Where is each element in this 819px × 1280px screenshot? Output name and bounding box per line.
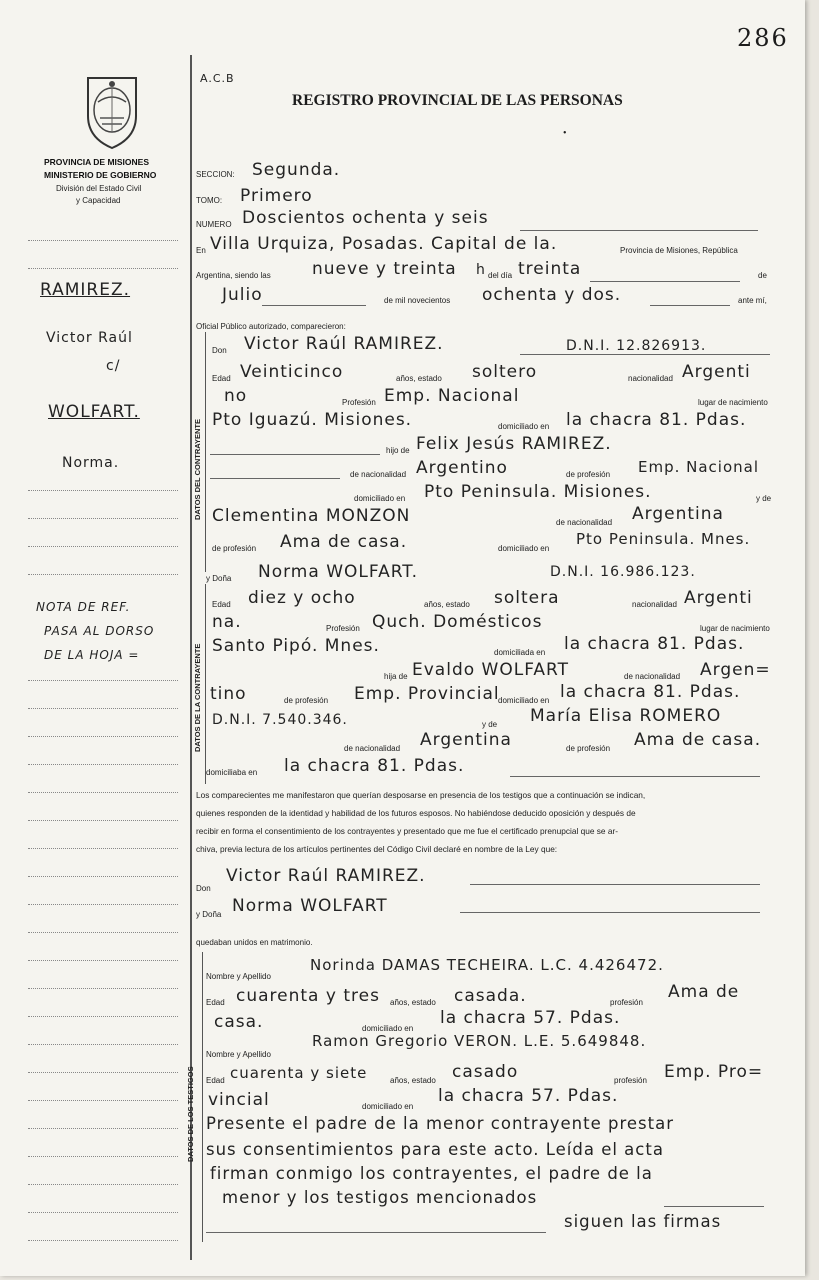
- label-mil-novecientos: de mil novecientos: [384, 296, 451, 305]
- t1-edad: cuarenta y tres: [236, 986, 380, 1006]
- c2-prof: Quch. Domésticos: [372, 612, 543, 632]
- c2-estado: soltera: [494, 588, 560, 608]
- label-datos-testigos: DATOS DE LOS TESTIGOS: [186, 1066, 195, 1162]
- t1-dom: la chacra 57. Pdas.: [440, 1008, 621, 1028]
- margin-note-3: DE LA HOJA =: [44, 648, 140, 662]
- label-en: En: [196, 246, 206, 255]
- label-provincia: Provincia de Misiones, República: [620, 246, 738, 255]
- c2-nac: Argenti: [684, 588, 753, 608]
- label-de-nacionalidad-4: de nacionalidad: [344, 744, 401, 753]
- c1-padre-prof: Emp. Nacional: [638, 458, 760, 476]
- c1-lugar: Pto Iguazú. Misiones.: [212, 410, 413, 430]
- label-domiciliado-en-4: domiciliado en: [498, 696, 550, 705]
- label-y-dona-2: y Doña: [196, 910, 222, 919]
- t2-edad: cuarenta y siete: [230, 1064, 368, 1082]
- label-profesion-4: profesión: [614, 1076, 647, 1085]
- label-datos-contrayente-2: DATOS DE LA CONTRAYENTE: [193, 643, 202, 752]
- label-edad-3: Edad: [206, 998, 225, 1007]
- c1-dni: D.N.I. 12.826913.: [566, 338, 707, 354]
- observation-line-5: siguen las firmas: [564, 1212, 722, 1231]
- label-edad: Edad: [212, 374, 231, 383]
- t2-nombre: Ramon Gregorio VERON. L.E. 5.649848.: [312, 1032, 647, 1050]
- c1-madre: Clementina MONZON: [212, 506, 411, 526]
- label-profesion-2: Profesión: [326, 624, 360, 633]
- value-dia: treinta: [518, 259, 582, 279]
- c2-madre-dom: la chacra 81. Pdas.: [284, 756, 465, 776]
- c2-madre: María Elisa ROMERO: [530, 706, 722, 726]
- paragraph-line-4: chiva, previa lectura de los artículos pertinentes del Código Civil declaré en nombre de la Ley que:: [196, 844, 558, 854]
- t2-estado: casado: [452, 1062, 519, 1082]
- contrayente-box-rule: [205, 332, 206, 572]
- c1-padre-nac: Argentino: [416, 458, 508, 478]
- margin-surname-1: RAMIREZ.: [40, 280, 131, 300]
- label-anos-estado-3: años, estado: [390, 998, 436, 1007]
- label-quedaban: quedaban unidos en matrimonio.: [196, 938, 313, 947]
- label-anos-estado: años, estado: [396, 374, 442, 383]
- header-ministry: MINISTERIO DE GOBIERNO: [44, 170, 157, 180]
- label-domiciliado-en-5: domiciliado en: [362, 1024, 414, 1033]
- margin-name-1: Victor Raúl: [46, 330, 133, 346]
- c2-padre-prof: Emp. Provincial: [354, 684, 500, 704]
- c1-nac-2: no: [224, 386, 248, 406]
- t1-prof: Ama de: [668, 982, 740, 1002]
- c2-padre-nac: Argen=: [700, 660, 771, 680]
- contrayente2-box-rule: [205, 584, 206, 784]
- label-anos-estado-4: años, estado: [390, 1076, 436, 1085]
- label-del-dia: del día: [488, 271, 513, 280]
- label-de-profesion-4: de profesión: [566, 744, 611, 753]
- paragraph-line-2: quienes responden de la identidad y habilidad de los futuros esposos. No habiéndose deducido oposición y después de: [196, 808, 636, 818]
- label-profesion: Profesión: [342, 398, 376, 407]
- header-capacity: y Capacidad: [76, 196, 121, 205]
- margin-surname-2: WOLFART.: [48, 402, 140, 422]
- label-anos-estado-2: años, estado: [424, 600, 470, 609]
- value-numero: Doscientos ochenta y seis: [242, 208, 489, 228]
- label-nombre-apellido-2: Nombre y Apellido: [206, 1050, 271, 1059]
- t1-nombre: Norinda DAMAS TECHEIRA. L.C. 4.426472.: [310, 956, 664, 974]
- corner-note: A.C.B: [200, 72, 235, 85]
- margin-note-1: NOTA DE REF.: [36, 600, 131, 614]
- label-nacionalidad-2: nacionalidad: [632, 600, 677, 609]
- label-oficial: Oficial Público autorizado, comparecieron:: [196, 322, 346, 331]
- observation-line-3: firman conmigo los contrayentes, el padre de la: [210, 1164, 653, 1183]
- label-domiciliada-en: domiciliada en: [494, 648, 546, 657]
- label-domiciliado-en: domiciliado en: [498, 422, 550, 431]
- c2-nombre: Norma WOLFART.: [258, 562, 419, 582]
- label-hija-de: hija de: [384, 672, 408, 681]
- c2-padre-dom: la chacra 81. Pdas.: [560, 682, 741, 702]
- margin-conjunction: c/: [106, 358, 121, 374]
- value-anio: ochenta y dos.: [482, 285, 622, 305]
- label-datos-contrayente: DATOS DEL CONTRAYENTE: [193, 419, 202, 520]
- label-de-profesion-3: de profesión: [284, 696, 329, 705]
- c2-padre-nac-2: tino: [210, 684, 247, 704]
- label-hijo-de: hijo de: [386, 446, 410, 455]
- c1-padre-dom: Pto Peninsula. Misiones.: [424, 482, 652, 502]
- c2-dni: D.N.I. 16.986.123.: [550, 564, 696, 580]
- testigos-box-rule: [202, 952, 203, 1242]
- c2-domic: la chacra 81. Pdas.: [564, 634, 745, 654]
- value-lugar: Villa Urquiza, Posadas. Capital de la.: [210, 234, 558, 254]
- label-de-nacionalidad: de nacionalidad: [350, 470, 407, 479]
- label-lugar-nacimiento-2: lugar de nacimiento: [700, 624, 770, 633]
- c2-edad: diez y ocho: [248, 588, 356, 608]
- value-tomo: Primero: [240, 186, 313, 206]
- c1-padre: Felix Jesús RAMIREZ.: [416, 434, 612, 454]
- observation-line-2: sus consentimientos para este acto. Leída el acta: [206, 1140, 664, 1159]
- document-title: REGISTRO PROVINCIAL DE LAS PERSONAS: [292, 92, 623, 109]
- ink-mark: •: [563, 128, 567, 139]
- label-don: Don: [212, 346, 227, 355]
- label-argentina: Argentina, siendo las: [196, 271, 271, 280]
- paragraph-line-1: Los comparecientes me manifestaron que querían desposarse en presencia de los testigos que a continuación se indican,: [196, 790, 646, 800]
- page-number: 286: [737, 24, 789, 52]
- value-hora: nueve y treinta: [312, 259, 457, 279]
- label-edad-2: Edad: [212, 600, 231, 609]
- margin-name-2: Norma.: [62, 455, 120, 471]
- label-lugar-nacimiento: lugar de nacimiento: [698, 398, 768, 407]
- label-domiciliaba-en: domiciliaba en: [206, 768, 258, 777]
- c1-madre-dom: Pto Peninsula. Mnes.: [576, 530, 751, 548]
- label-y-de: y de: [756, 494, 772, 503]
- label-edad-4: Edad: [206, 1076, 225, 1085]
- c1-nac: Argenti: [682, 362, 751, 382]
- label-profesion-3: profesión: [610, 998, 643, 1007]
- observation-line-1: Presente el padre de la menor contrayente prestar: [206, 1114, 675, 1133]
- c1-madre-prof: Ama de casa.: [280, 532, 408, 552]
- c1-nombre: Victor Raúl RAMIREZ.: [244, 334, 444, 354]
- union-dona: Norma WOLFART: [232, 896, 388, 916]
- c2-madre-prof: Ama de casa.: [634, 730, 762, 750]
- c2-nac-2: na.: [212, 612, 242, 632]
- union-don: Victor Raúl RAMIREZ.: [226, 866, 426, 886]
- t2-prof: Emp. Pro=: [664, 1062, 764, 1082]
- t1-prof-2: casa.: [214, 1012, 264, 1032]
- c2-madre-nac: Argentina: [420, 730, 512, 750]
- c1-prof: Emp. Nacional: [384, 386, 520, 406]
- label-de-profesion-2: de profesión: [212, 544, 257, 553]
- label-y-dona: y Doña: [206, 574, 232, 583]
- t2-prof-2: vincial: [208, 1090, 270, 1110]
- c1-edad: Veinticinco: [240, 362, 344, 382]
- c1-madre-nac: Argentina: [632, 504, 724, 524]
- value-mes: Julio: [222, 285, 263, 305]
- label-nombre-apellido-1: Nombre y Apellido: [206, 972, 271, 981]
- header-province: PROVINCIA DE MISIONES: [44, 157, 150, 167]
- label-numero: NUMERO: [196, 220, 232, 229]
- header-division: División del Estado Civil: [56, 184, 142, 193]
- c1-domic: la chacra 81. Pdas.: [566, 410, 747, 430]
- value-hora-suffix: h: [476, 262, 486, 278]
- label-domiciliado-en-3: domiciliado en: [498, 544, 550, 553]
- label-de-nacionalidad-3: de nacionalidad: [624, 672, 681, 681]
- t1-estado: casada.: [454, 986, 527, 1006]
- label-seccion: SECCION:: [196, 170, 235, 179]
- label-domiciliado-en-6: domiciliado en: [362, 1102, 414, 1111]
- label-y-de-2: y de: [482, 720, 498, 729]
- label-domiciliado-en-2: domiciliado en: [354, 494, 406, 503]
- label-nacionalidad: nacionalidad: [628, 374, 673, 383]
- observation-line-4: menor y los testigos mencionados: [222, 1188, 538, 1207]
- label-de-profesion: de profesión: [566, 470, 611, 479]
- t2-dom: la chacra 57. Pdas.: [438, 1086, 619, 1106]
- c2-padre: Evaldo WOLFART: [412, 660, 570, 680]
- c1-estado: soltero: [472, 362, 538, 382]
- c2-padre-dni: D.N.I. 7.540.346.: [212, 712, 348, 728]
- value-seccion: Segunda.: [252, 160, 341, 180]
- label-don-2: Don: [196, 884, 211, 893]
- label-de-nacionalidad-2: de nacionalidad: [556, 518, 613, 527]
- paragraph-line-3: recibir en forma el consentimiento de los contrayentes y presentado que me fue el certificado prenupcial que se ar-: [196, 826, 618, 836]
- margin-note-2: PASA AL DORSO: [44, 624, 155, 638]
- label-de: de: [758, 271, 767, 280]
- label-ante-mi: ante mí,: [738, 296, 767, 305]
- provincial-seal-icon: [80, 72, 144, 150]
- label-tomo: TOMO:: [196, 196, 223, 205]
- c2-lugar: Santo Pipó. Mnes.: [212, 636, 380, 656]
